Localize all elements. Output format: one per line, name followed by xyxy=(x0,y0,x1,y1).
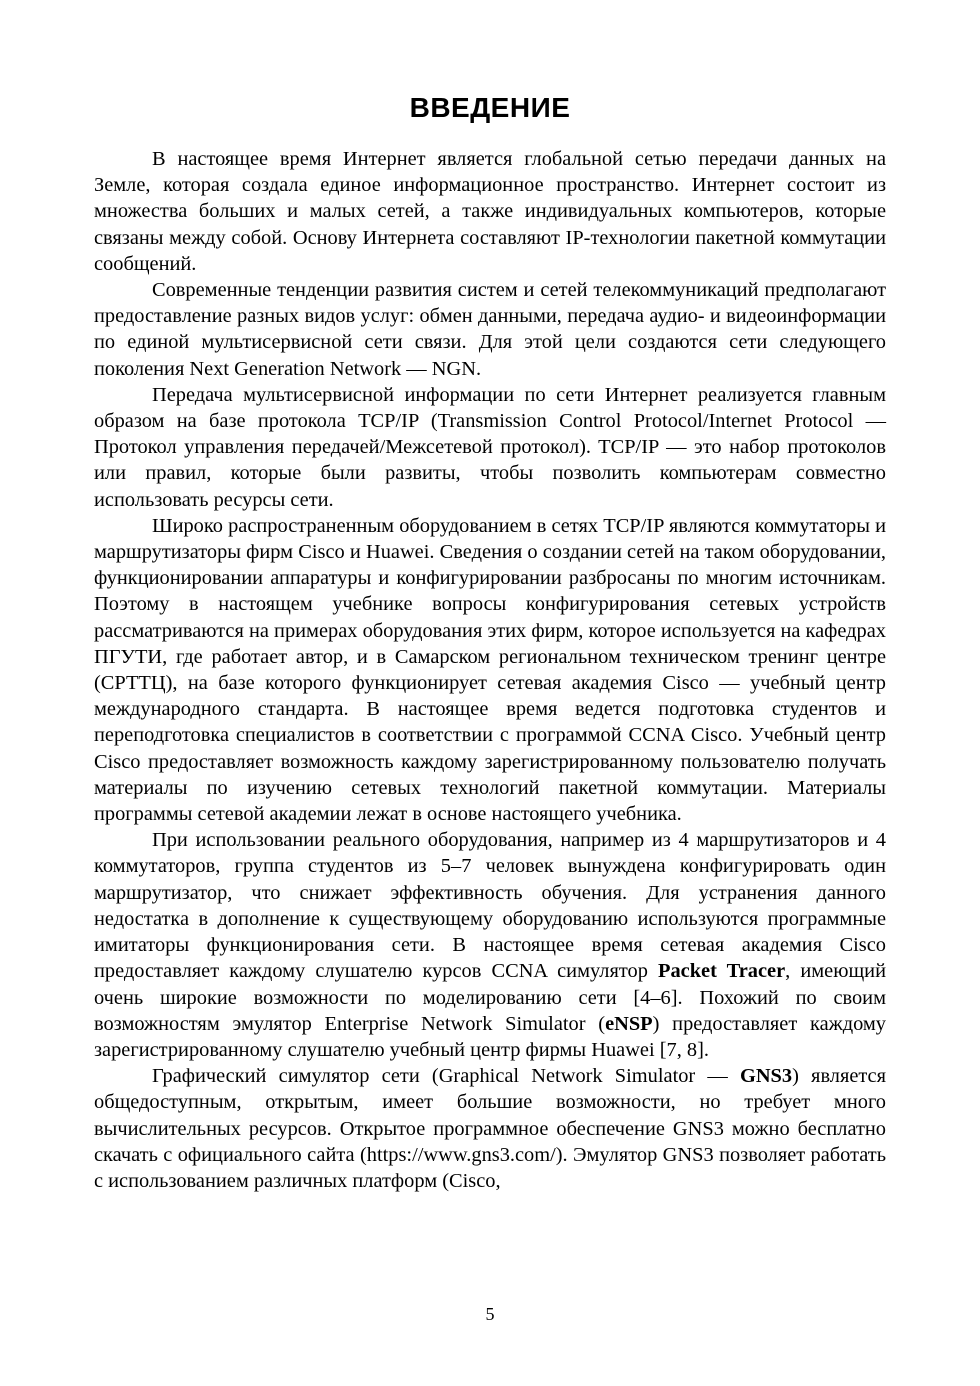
text-segment: При использовании реального оборудования, например из 4 маршрутизаторов и 4 коммутаторов, группа студентов из 5–7 человек вынуждена конфигурировать один маршрутизатор, что снижает эффективность обучения. Для устранения данного недостатка в дополнение к существующему оборудованию используются программные имитаторы функционирования сети. В настоящее время сетевая академия Cisco предоставляет каждому слушателю курсов CCNA симулятор xyxy=(94,829,886,983)
text-segment: ) предоставляет каждому зарегистрированному слушателю учебный центр фирмы Huawei [7, 8]. xyxy=(94,1012,886,1061)
paragraph xyxy=(94,382,886,513)
text-segment: Широко распространенным оборудованием в сетях TCP/IP являются коммутаторы и маршрутизаторы фирм Cisco и Huawei. Сведения о создании сетей на таком оборудовании, функционировании аппаратуры и конфигурировании разбросаны по многим источникам. Поэтому в настоящем учебнике вопросы конфигурирования сетевых устройств рассматриваются на примерах оборудования этих фирм, которое используется на кафедрах ПГУТИ, где работает автор, и в Самарском региональном техническом тренинг центре (СРТТЦ), на базе которого функционирует сетевая академия Cisco — учебный центр международного стандарта. В настоящее время ведется подготовка студентов и переподготовка специалистов в соответствии с программой CCNA Cisco. Учебный центр Cisco предоставляет возможность каждому зарегистрированному пользователю получать материалы по изучению сетевых технологий пакетной коммутации. Материалы программы сетевой академии лежат в основе настоящего учебника. xyxy=(94,514,886,826)
bold-term-ensp: eNSP xyxy=(605,1012,653,1035)
text-segment: Передача мультисервисной информации по сети Интернет реализуется главным образом на базе протокола TCP/IP (Transmission Control Protocol/Internet Protocol — Протокол управления передачей/Межсетевой протокол). TCP/IP — это набор протоколов или правил, которые были развиты, чтобы позволить компьютерам совместно использовать ресурсы сети. xyxy=(94,383,886,511)
text-segment: Графический симулятор сети (Graphical Network Simulator — xyxy=(152,1065,740,1088)
text-segment: , имеющий очень широкие возможности по моделированию сети [4–6]. Похожий по своим возможностям эмулятор Enterprise Network Simulator ( xyxy=(94,960,886,1035)
paragraph xyxy=(94,827,886,1063)
body-text xyxy=(94,146,886,1194)
text-segment: В настоящее время Интернет является глобальной сетью передачи данных на Земле, которая создала единое информационное пространство. Интернет состоит из множества больших и малых сетей, а также индивидуальных компьютеров, которые связаны между собой. Основу Интернета составляют IP-технологии пакетной коммутации сообщений. xyxy=(94,148,886,275)
text-segment: ) является общедоступным, открытым, имеет большие возможности, но требует много вычислительных ресурсов. Открытое программное обеспечение GNS3 можно бесплатно скачать с официального сайта (https://www.gns3.com/). Эмулятор GNS3 позволяет работать с использованием различных платформ (Cisco, xyxy=(94,1065,886,1192)
text-segment: Современные тенденции развития систем и сетей телекоммуникаций предполагают предоставление разных видов услуг: обмен данными, передача аудио- и видеоинформации по единой мультисервисной сети связи. Для этой цели создаются сети следующего поколения Next Generation Network — NGN. xyxy=(94,279,886,380)
page-title: ВВЕДЕНИЕ xyxy=(409,92,571,123)
paragraph xyxy=(94,146,886,277)
paragraph xyxy=(94,277,886,382)
bold-term-packet-tracer: Packet Tracer xyxy=(658,960,786,983)
page-number: 5 xyxy=(485,1304,495,1324)
paragraph xyxy=(94,513,886,827)
bold-term-gns3: GNS3 xyxy=(739,1065,793,1088)
paragraph xyxy=(94,1063,886,1194)
